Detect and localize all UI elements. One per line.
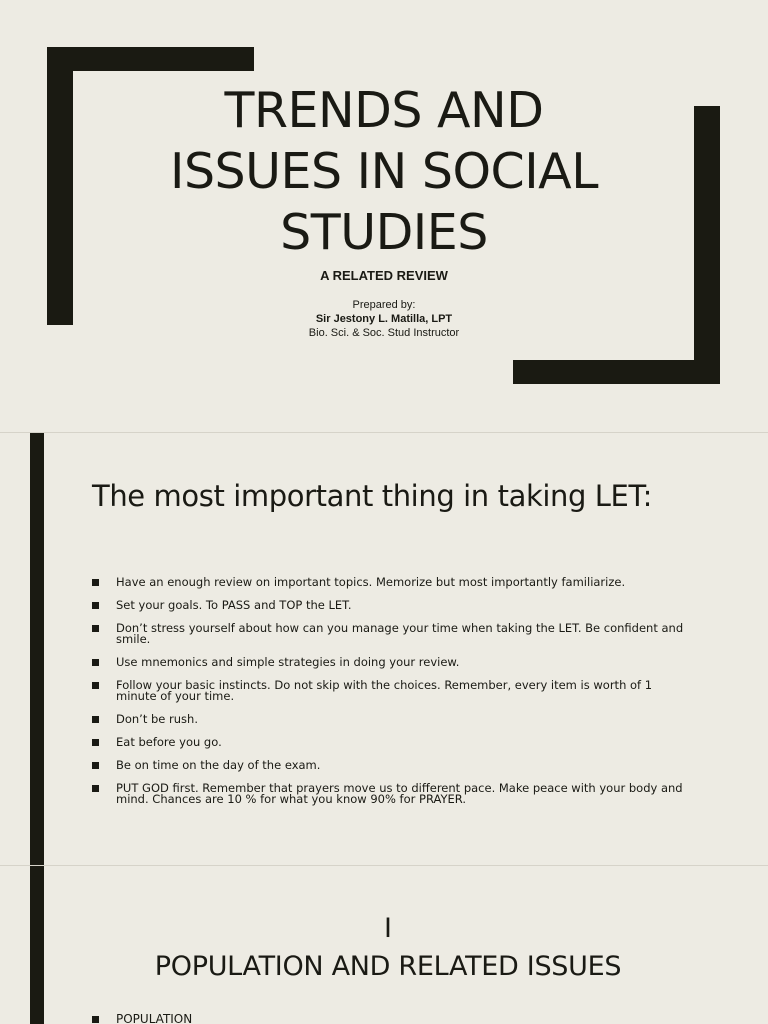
title-line-2: ISSUES IN SOCIAL: [170, 143, 598, 200]
list-item-text: PUT GOD first. Remember that prayers move us to different pace. Make peace with your body and mind. Chances are 10 % for what you know 90% for PRAYER.: [116, 781, 683, 806]
list-item: [92, 1012, 192, 1024]
list-item: [92, 600, 692, 611]
section-number: I: [384, 913, 392, 944]
list-item: [92, 657, 692, 668]
list-item: [92, 623, 692, 645]
author-name: Sir Jestony L. Matilla, LPT: [315, 313, 453, 325]
square-bullet-icon: [92, 739, 99, 746]
tips-slide: [0, 433, 768, 865]
square-bullet-icon: [92, 579, 99, 586]
frame-corner-top-left-vertical: [47, 47, 73, 325]
frame-corner-top-left-horizontal: [47, 47, 254, 71]
list-item-text: Have an enough review on important topics. Memorize but most importantly familiarize.: [116, 575, 626, 589]
title-line-3: STUDIES: [280, 204, 488, 261]
list-item: [92, 737, 692, 748]
list-item-text: Be on time on the day of the exam.: [116, 758, 321, 772]
section-list: [92, 1012, 192, 1024]
square-bullet-icon: [92, 1016, 99, 1023]
list-item: [92, 760, 692, 771]
tips-list: [92, 577, 692, 817]
presentation-title: [120, 80, 648, 263]
list-item: [92, 577, 692, 588]
section-heading: POPULATION AND RELATED ISSUES: [154, 951, 622, 982]
square-bullet-icon: [92, 682, 99, 689]
list-item: [92, 680, 692, 702]
square-bullet-icon: [92, 602, 99, 609]
slide-accent-bar: [30, 433, 44, 865]
square-bullet-icon: [92, 785, 99, 792]
title-slide: [0, 0, 768, 432]
section-slide: [0, 866, 768, 1024]
list-item-text: Don’t stress yourself about how can you manage your time when taking the LET. Be confident and smile.: [116, 621, 684, 646]
list-item-text: Set your goals. To PASS and TOP the LET.: [116, 598, 352, 612]
square-bullet-icon: [92, 659, 99, 666]
list-item-text: Follow your basic instincts. Do not skip with the choices. Remember, every item is worth of 1 minute of your time.: [116, 678, 653, 703]
presentation-subtitle: A RELATED REVIEW: [320, 268, 448, 283]
frame-corner-bottom-right-vertical: [694, 106, 720, 384]
square-bullet-icon: [92, 762, 99, 769]
list-item-text: Eat before you go.: [116, 735, 222, 749]
author-role: Bio. Sci. & Soc. Stud Instructor: [308, 327, 460, 339]
list-item: [92, 783, 692, 805]
slide-accent-bar: [30, 866, 44, 1024]
square-bullet-icon: [92, 716, 99, 723]
slide-heading: The most important thing in taking LET:: [92, 479, 652, 513]
title-line-1: TRENDS AND: [224, 82, 544, 139]
list-item-text: POPULATION: [116, 1012, 193, 1024]
list-item-text: Don’t be rush.: [116, 712, 198, 726]
frame-corner-bottom-right-horizontal: [513, 360, 720, 384]
list-item-text: Use mnemonics and simple strategies in doing your review.: [116, 655, 460, 669]
square-bullet-icon: [92, 625, 99, 632]
list-item: [92, 714, 692, 725]
prepared-by-label: Prepared by:: [352, 299, 416, 311]
author-block: [120, 298, 648, 340]
